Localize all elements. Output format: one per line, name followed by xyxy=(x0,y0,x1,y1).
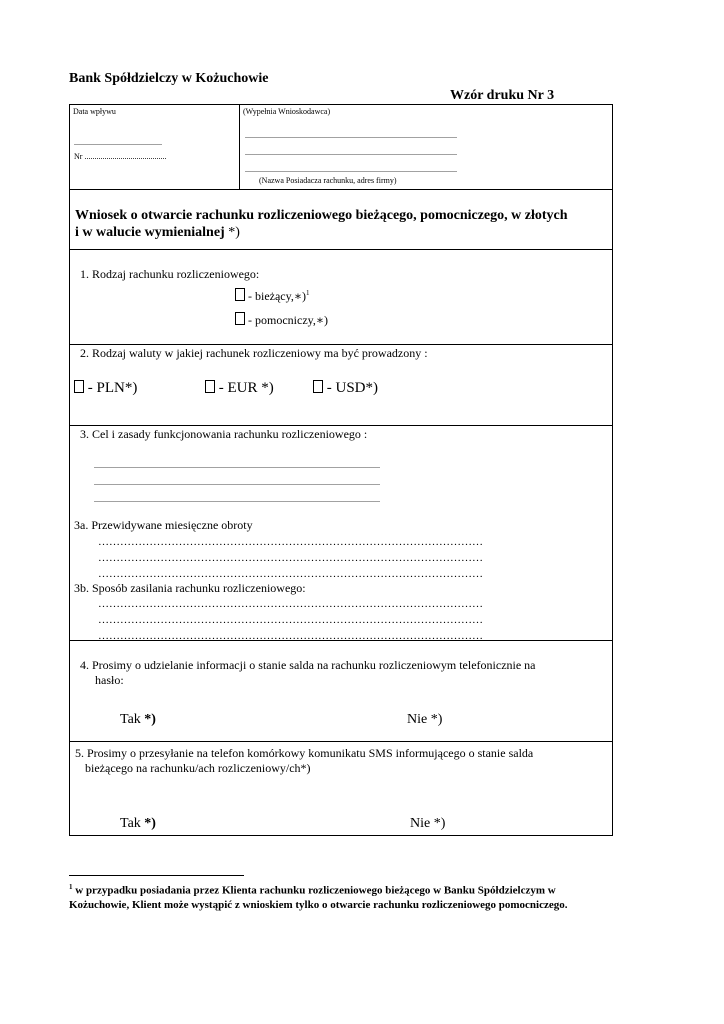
section-4-no[interactable]: Nie *) xyxy=(407,712,443,727)
applicant-fill-label: (Wypełnia Wnioskodawca) xyxy=(243,107,331,116)
form-code: Wzór druku Nr 3 xyxy=(450,88,555,103)
nr-field[interactable]: Nr ......................................... xyxy=(74,152,167,161)
divider xyxy=(70,189,612,190)
footnote-number: 1 xyxy=(69,883,73,891)
date-received-label: Data wpływu xyxy=(73,107,116,116)
section-2-label: 2. Rodzaj waluty w jakiej rachunek rozliczeniowy ma być prowadzony : xyxy=(80,346,428,360)
footnote-separator xyxy=(69,875,244,876)
title-line-1: Wniosek o otwarcie rachunku rozliczeniowego bieżącego, pomocniczego, w złotych xyxy=(75,208,568,223)
section-5-line-2: bieżącego na rachunku/ach rozliczeniowy/ch*) xyxy=(85,761,311,775)
section-5-line-1: 5. Prosimy o przesyłanie na telefon komórkowy komunikatu SMS informującego o stanie salda xyxy=(75,746,534,760)
footnote-ref: 1 xyxy=(306,289,310,297)
bank-name: Bank Spółdzielczy w Kożuchowie xyxy=(69,71,269,86)
footnote-text-2: Kożuchowie, Klient może wystąpić z wnioskiem tylko o otwarcie rachunku rozliczeniowego pomocniczego. xyxy=(69,898,568,911)
section-1-label: 1. Rodzaj rachunku rozliczeniowego: xyxy=(80,267,260,281)
turnover-line-2[interactable]: …………………………………………………………………………………………… xyxy=(98,552,483,564)
divider xyxy=(70,249,612,250)
divider xyxy=(239,105,240,189)
section-3a-label: 3a. Przewidywane miesięczne obroty xyxy=(74,518,253,532)
option-pln[interactable] xyxy=(74,380,137,397)
section-4-line-2: hasło: xyxy=(95,673,124,687)
option-eur[interactable] xyxy=(205,380,274,397)
option-usd[interactable] xyxy=(313,380,378,397)
option-auxiliary-label: - pomocniczy,∗) xyxy=(245,313,329,327)
funding-line-2[interactable]: …………………………………………………………………………………………… xyxy=(98,614,483,626)
checkbox-pln[interactable] xyxy=(74,380,84,393)
checkbox-auxiliary[interactable] xyxy=(235,312,245,325)
date-received-field[interactable]: ............................................ xyxy=(74,138,162,147)
section-3b-label: 3b. Sposób zasilania rachunku rozliczeniowego: xyxy=(74,581,306,595)
holder-name-line-3[interactable]: .......................................................................................................... xyxy=(245,165,457,174)
holder-caption: (Nazwa Posiadacza rachunku, adres firmy) xyxy=(259,176,397,185)
option-current-account[interactable] xyxy=(235,288,310,304)
yes-asterisk: *) xyxy=(144,712,156,727)
footnote-text-1: w przypadku posiadania przez Klienta rachunku rozliczeniowego bieżącego w Banku Spółdzielczym w xyxy=(72,884,556,897)
yes-label: Tak xyxy=(120,712,145,727)
application-form xyxy=(69,104,613,836)
option-current-label: - bieżący,∗) xyxy=(245,289,307,303)
section-3-label: 3. Cel i zasady funkcjonowania rachunku rozliczeniowego : xyxy=(80,427,368,441)
checkbox-current[interactable] xyxy=(235,288,245,301)
footnote xyxy=(69,880,629,912)
form-title xyxy=(75,207,610,241)
purpose-line-3[interactable]: ............................................................................................................................................... xyxy=(94,495,380,504)
section-5-yes[interactable] xyxy=(120,816,156,832)
section-4-line-1: 4. Prosimy o udzielanie informacji o stanie salda na rachunku rozliczeniowym telefonicznie na xyxy=(80,658,536,672)
option-usd-label: - USD*) xyxy=(323,380,378,396)
divider xyxy=(70,741,612,742)
holder-name-line-1[interactable]: .......................................................................................................... xyxy=(245,131,457,140)
funding-line-1[interactable]: …………………………………………………………………………………………… xyxy=(98,598,483,610)
divider xyxy=(70,425,612,426)
checkbox-usd[interactable] xyxy=(313,380,323,393)
divider xyxy=(70,344,612,345)
turnover-line-3[interactable]: …………………………………………………………………………………………… xyxy=(98,568,483,580)
title-line-2-asterisk: *) xyxy=(228,225,240,240)
funding-line-3[interactable]: …………………………………………………………………………………………… xyxy=(98,630,483,642)
yes-asterisk: *) xyxy=(144,816,156,831)
section-5-no[interactable]: Nie *) xyxy=(410,816,446,831)
yes-label: Tak xyxy=(120,816,145,831)
option-eur-label: - EUR *) xyxy=(215,380,274,396)
holder-name-line-2[interactable]: .......................................................................................................... xyxy=(245,148,457,157)
turnover-line-1[interactable]: …………………………………………………………………………………………… xyxy=(98,536,483,548)
purpose-line-1[interactable]: ............................................................................................................................................... xyxy=(94,461,380,470)
purpose-line-2[interactable]: ............................................................................................................................................... xyxy=(94,478,380,487)
option-pln-label: - PLN*) xyxy=(84,380,138,396)
title-line-2: i w walucie wymienialnej xyxy=(75,225,229,240)
option-auxiliary-account[interactable] xyxy=(235,312,328,328)
section-4-yes[interactable] xyxy=(120,712,156,728)
checkbox-eur[interactable] xyxy=(205,380,215,393)
